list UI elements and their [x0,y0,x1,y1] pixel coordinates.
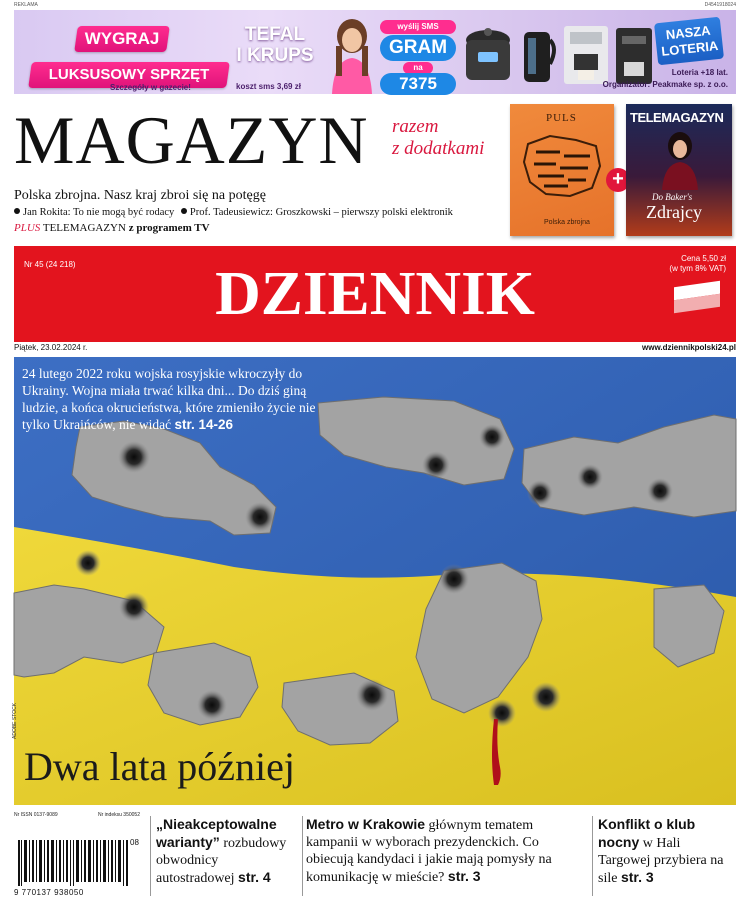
ad-woman-image [326,16,378,94]
ad-pressure-cooker-icon [460,18,516,90]
issue-date: Piątek, 23.02.2024 r. [14,343,88,352]
teaser-klub-nocny[interactable]: Konflikt o klub nocny w Hali Targowej przybiera na sile str. 3 [598,816,724,886]
magazyn-plus-line: PLUS TELEMAGAZYN z programem TV [14,222,210,234]
divider [592,816,593,896]
ad-loteria-badge: NASZA LOTERIA [654,17,724,66]
teaser-metro[interactable]: Metro w Krakowie głównym tematem kampanii w wyborach prezydenckich. Co obiecują kandydaci i jakie mają pomysły na komunikację w mieście? str. 3 [306,816,552,885]
photo-caption[interactable]: 24 lutego 2022 roku wojska rosyjskie wkroczyły do Ukrainy. Wojna miała trwać kilka dni... Do dziś giną ludzie, a końca okrucieństwa, które zmieniło życie nie tylko Ukraińców, nie widać str. 14-26 [22,366,316,432]
magazyn-title: MAGAZYN [14,102,369,178]
ad-luksusowy-badge: LUKSUSOWY SPRZĘT [28,62,230,88]
teaser-obwodnica[interactable]: „Nieakceptowalne warianty” rozbudowy obwodnicy autostradowej str. 4 [156,816,287,886]
telemagazyn-cover-title: TELEMAGAZYN [630,110,724,125]
ad-age-notice: Loteria +18 lat. [671,68,728,77]
main-photo[interactable] [14,357,736,805]
bullet-icon [14,208,20,214]
telemagazyn-cover-headline: Zdrajcy [646,202,702,222]
index-number: Nr indeksu 350052 [98,812,140,818]
puls-cover-title: PULS [546,112,577,124]
ad-wygraj-badge: WYGRAJ [74,26,170,52]
ad-details-note: Szczegóły w gazecie! [110,83,191,92]
ad-sms-number: 7375 [380,73,456,95]
ad-sms-keyword: GRAM [380,35,456,61]
bottom-teasers [14,812,736,898]
website-url[interactable]: www.dziennikpolski24.pl [642,343,736,352]
ad-label: REKLAMA [14,2,38,8]
ad-brand-text: TEFAL I KRUPS [236,24,314,66]
barcode-number: 9 770137 938050 [14,888,84,897]
magazyn-item-rokita[interactable]: Jan Rokita: To nie mogą być rodacy [23,207,175,218]
ad-tags [14,2,736,10]
bullet-icon [181,208,187,214]
ad-sms-na: na [403,62,433,74]
masthead [14,246,736,342]
ad-sms-cost: koszt sms 3,69 zł [236,82,301,91]
telemagazyn-cover[interactable] [626,104,732,236]
magazyn-item-tadeusiewicz[interactable]: Prof. Tadeusiewicz: Groszkowski – pierwszy polski elektronik [189,207,453,218]
magazyn-lead[interactable]: Polska zbrojna. Nasz kraj zbroi się na potęgę [14,188,266,203]
barcode-suffix: 08 [130,838,139,847]
ad-send-sms-label: wyślij SMS [380,20,456,34]
magazyn-items[interactable] [14,207,453,218]
barcode-image [18,840,128,886]
cover-portrait-image [660,130,700,190]
ad-kettle-icon [518,18,558,90]
price: Cena 5,50 zł (w tym 8% VAT) [669,254,726,273]
divider [150,816,151,896]
newspaper-title[interactable]: DZIENNIK [215,260,535,328]
magazyn-razem-tagline: razem z dodatkami [392,116,485,159]
issue-number: Nr 45 (24 218) [24,260,76,269]
puls-cover[interactable] [510,104,614,236]
main-headline[interactable]: Dwa lata później [24,744,295,789]
plus-icon: + [606,168,630,192]
caption-page-ref[interactable]: str. 14-26 [174,417,234,432]
telemagazyn-cover-kicker: Do Baker's [652,192,693,202]
ad-code: D4541918024 [704,2,736,8]
ad-organizer: Organizator: Peakmake sp. z o.o. [602,80,728,89]
puls-cover-subtitle: Polska zbrojna [544,219,590,226]
photo-credit: ADOBE STOCK [12,702,18,739]
poland-map-icon [520,132,604,202]
divider [302,816,303,896]
advertisement-banner[interactable] [14,10,736,94]
polish-flag-icon [674,281,720,313]
issn-number: Nr ISSN 0137-9089 [14,812,58,818]
